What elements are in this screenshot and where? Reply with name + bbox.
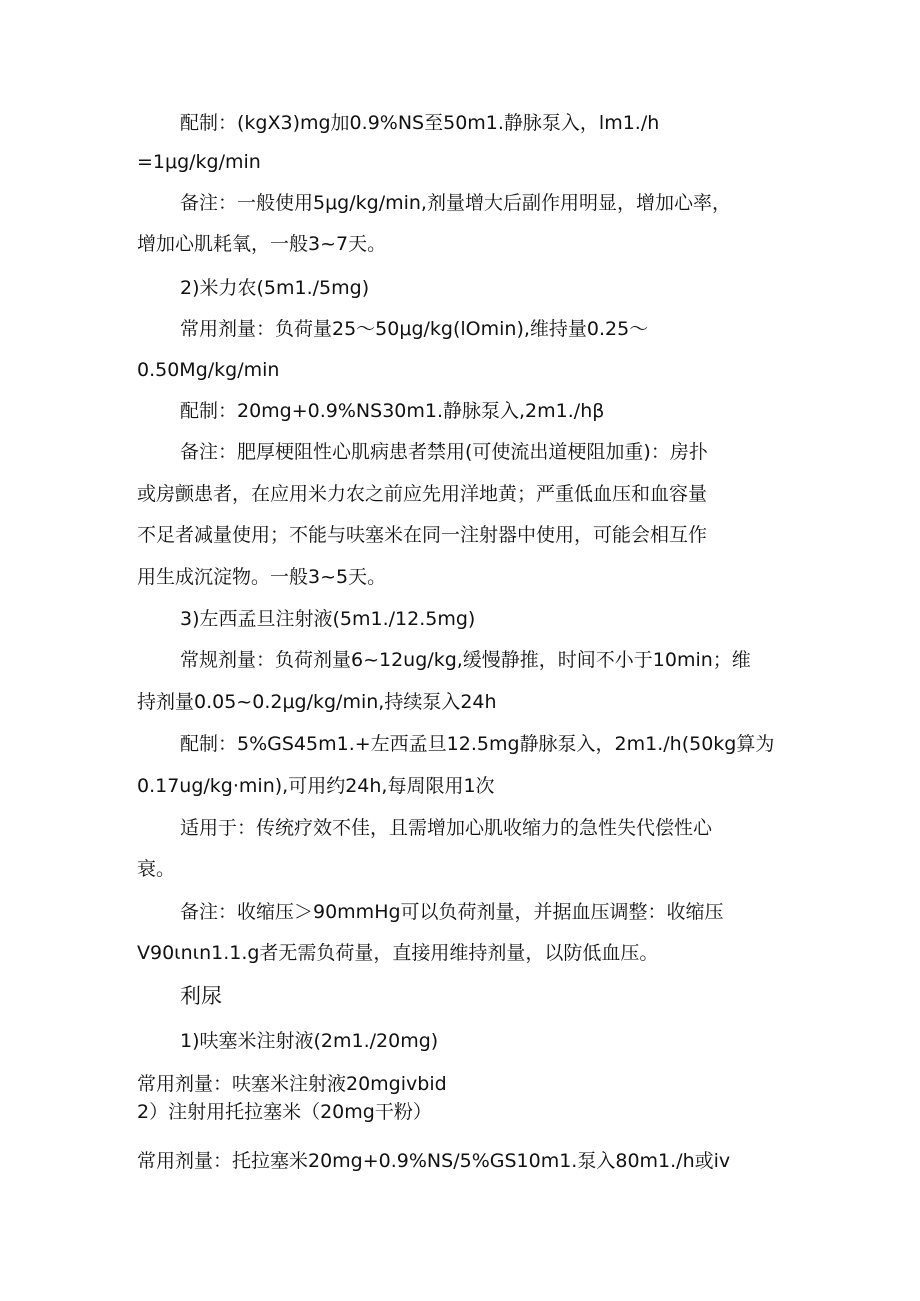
- text-line: 3)左西孟旦注射液(5m1./12.5mg): [180, 608, 476, 630]
- text-line: 配制：20mg+0.9%NS30m1.静脉泵入,2m1./hβ: [180, 400, 605, 422]
- text-line: =1μg/kg/min: [137, 151, 261, 173]
- text-line: 衰。: [137, 858, 176, 880]
- text-line: 常用剂量：呋塞米注射液20mgivbid: [137, 1073, 447, 1095]
- text-line: 配制：5%GS45m1.+左西孟旦12.5mg静脉泵入，2m1./h(50kg算为: [180, 733, 775, 755]
- text-line: 2）注射用托拉塞米（20mg干粉）: [137, 1101, 432, 1123]
- text-line: 2)米力农(5m1./5mg): [180, 277, 370, 299]
- text-line: 备注：收缩压＞90mmHg可以负荷剂量，并据血压调整：收缩压: [180, 901, 724, 923]
- text-line: 0.17ug/kg·min),可用约24h,每周限用1次: [137, 775, 495, 797]
- text-line: 常规剂量：负荷剂量6~12ug/kg,缓慢静推，时间不小于10min；维: [180, 649, 751, 671]
- text-line: 常用剂量：托拉塞米20mg+0.9%NS/5%GS10m1.泵入80m1./h或iv: [137, 1150, 731, 1172]
- text-line: 常用剂量：负荷量25～50μg/kg(lOmin),维持量0.25～: [180, 318, 649, 340]
- text-line: 备注：肥厚梗阻性心肌病患者禁用(可使流出道梗阻加重)：房扑: [180, 441, 708, 463]
- text-line: 增加心肌耗氧，一般3~7天。: [137, 233, 387, 255]
- text-line: 适用于：传统疗效不佳，且需增加心肌收缩力的急性失代偿性心: [180, 817, 713, 839]
- text-line: V90ιnιn1.1.g者无需负荷量，直接用维持剂量，以防低血压。: [137, 942, 659, 964]
- text-line: 持剂量0.05~0.2μg/kg/min,持续泵入24h: [137, 691, 497, 713]
- text-line: 1)呋塞米注射液(2m1./20mg): [180, 1030, 439, 1052]
- section-heading: 利尿: [180, 984, 222, 1008]
- text-line: 或房颤患者，在应用米力农之前应先用洋地黄；严重低血压和血容量: [137, 483, 708, 505]
- text-line: 配制：(kgX3)mg加0.9%NS至50m1.静脉泵入，lm1./h: [180, 112, 660, 134]
- text-line: 0.50Mg/kg/min: [137, 359, 280, 381]
- text-line: 用生成沉淀物。一般3~5天。: [137, 566, 387, 588]
- text-line: 不足者减量使用；不能与呋塞米在同一注射器中使用，可能会相互作: [137, 524, 708, 546]
- text-line: 备注：一般使用5μg/kg/min,剂量增大后副作用明显，增加心率，: [180, 192, 731, 214]
